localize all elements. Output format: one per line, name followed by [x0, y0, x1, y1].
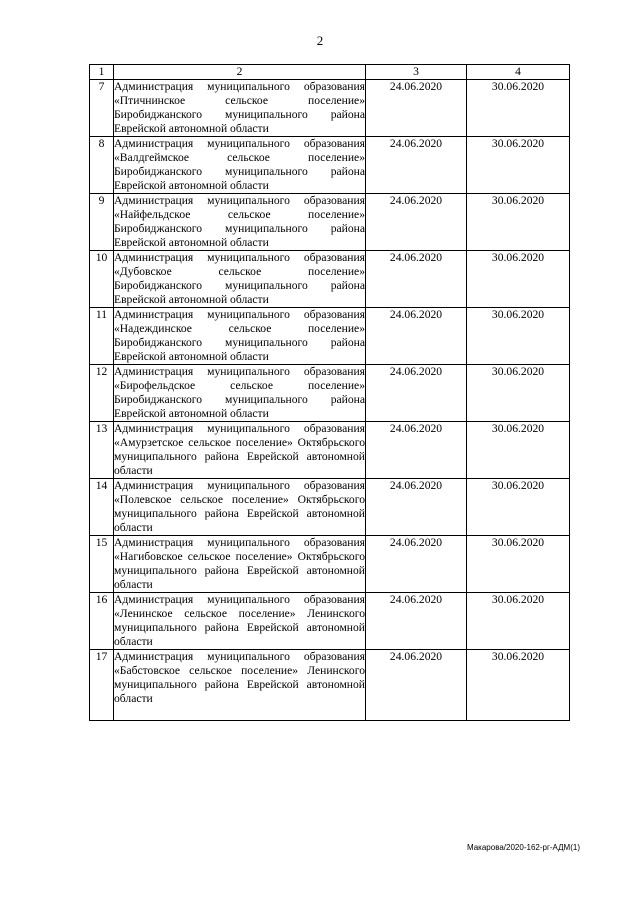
organization-name: Администрация муниципального образования «Полевское сельское поселение» Октябрьского муниципального района Еврейской автономной области: [114, 479, 365, 534]
page-number: 2: [316, 33, 324, 48]
organization-name: Администрация муниципального образования «Птичнинское сельское поселение» Биробиджанского муниципального района Еврейской автономной области: [114, 80, 365, 135]
start-date: 24.06.2020: [366, 251, 467, 308]
table-row: [90, 308, 570, 365]
end-date: 30.06.2020: [467, 80, 570, 137]
schedule-table: [89, 64, 570, 721]
table-row: [90, 650, 570, 721]
start-date: 24.06.2020: [366, 422, 467, 479]
end-date: 30.06.2020: [467, 251, 570, 308]
row-number: 8: [90, 137, 114, 194]
organization-name: Администрация муниципального образования «Надеждинское сельское поселение» Биробиджанского муниципального района Еврейской автономной области: [114, 308, 365, 363]
start-date: 24.06.2020: [366, 80, 467, 137]
organization-name: Администрация муниципального образования «Валдгеймское сельское поселение» Биробиджанского муниципального района Еврейской автономной области: [114, 137, 365, 192]
row-number: 12: [90, 365, 114, 422]
end-date: 30.06.2020: [467, 650, 570, 721]
end-date: 30.06.2020: [467, 365, 570, 422]
start-date: 24.06.2020: [366, 536, 467, 593]
row-number: 10: [90, 251, 114, 308]
table-header-row: [90, 65, 570, 80]
row-number: 15: [90, 536, 114, 593]
row-number: 14: [90, 479, 114, 536]
organization-name: Администрация муниципального образования «Бирофельдское сельское поселение» Биробиджанского муниципального района Еврейской автономной области: [114, 365, 365, 420]
column-header: 2: [114, 65, 366, 80]
start-date: 24.06.2020: [366, 308, 467, 365]
organization-name: Администрация муниципального образования «Бабстовское сельское поселение» Ленинского муниципального района Еврейской автономной области: [114, 650, 366, 721]
table-row: [90, 194, 570, 251]
end-date: 30.06.2020: [467, 422, 570, 479]
table-row: [90, 593, 570, 650]
organization-name: Администрация муниципального образования «Дубовское сельское поселение» Биробиджанского муниципального района Еврейской автономной области: [114, 251, 365, 306]
end-date: 30.06.2020: [467, 593, 570, 650]
end-date: 30.06.2020: [467, 137, 570, 194]
row-number: 7: [90, 80, 114, 137]
start-date: 24.06.2020: [366, 593, 467, 650]
start-date: 24.06.2020: [366, 479, 467, 536]
row-number: 13: [90, 422, 114, 479]
table-row: [90, 365, 570, 422]
start-date: 24.06.2020: [366, 194, 467, 251]
table-row: [90, 137, 570, 194]
row-number: 11: [90, 308, 114, 365]
table-row: [90, 536, 570, 593]
organization-name: Администрация муниципального образования «Нагибовское сельское поселение» Октябрьского муниципального района Еврейской автономной области: [114, 536, 365, 591]
end-date: 30.06.2020: [467, 194, 570, 251]
organization-name: Администрация муниципального образования «Амурзетское сельское поселение» Октябрьского муниципального района Еврейской автономной области: [114, 422, 365, 477]
table-row: [90, 251, 570, 308]
end-date: 30.06.2020: [467, 536, 570, 593]
column-header: 4: [467, 65, 570, 80]
table-row: [90, 422, 570, 479]
table-row: [90, 80, 570, 137]
row-number: 17: [90, 650, 114, 721]
start-date: 24.06.2020: [366, 650, 467, 721]
table-row: [90, 479, 570, 536]
start-date: 24.06.2020: [366, 137, 467, 194]
column-header: 1: [90, 65, 114, 80]
column-header: 3: [366, 65, 467, 80]
end-date: 30.06.2020: [467, 479, 570, 536]
document-code: Макарова/2020-162-рг-АДМ(1): [466, 843, 580, 852]
end-date: 30.06.2020: [467, 308, 570, 365]
start-date: 24.06.2020: [366, 365, 467, 422]
organization-name: Администрация муниципального образования «Ленинское сельское поселение» Ленинского муниципального района Еврейской автономной области: [114, 593, 365, 648]
organization-name: Администрация муниципального образования «Найфельдское сельское поселение» Биробиджанского муниципального района Еврейской автономной области: [114, 194, 365, 249]
row-number: 16: [90, 593, 114, 650]
row-number: 9: [90, 194, 114, 251]
